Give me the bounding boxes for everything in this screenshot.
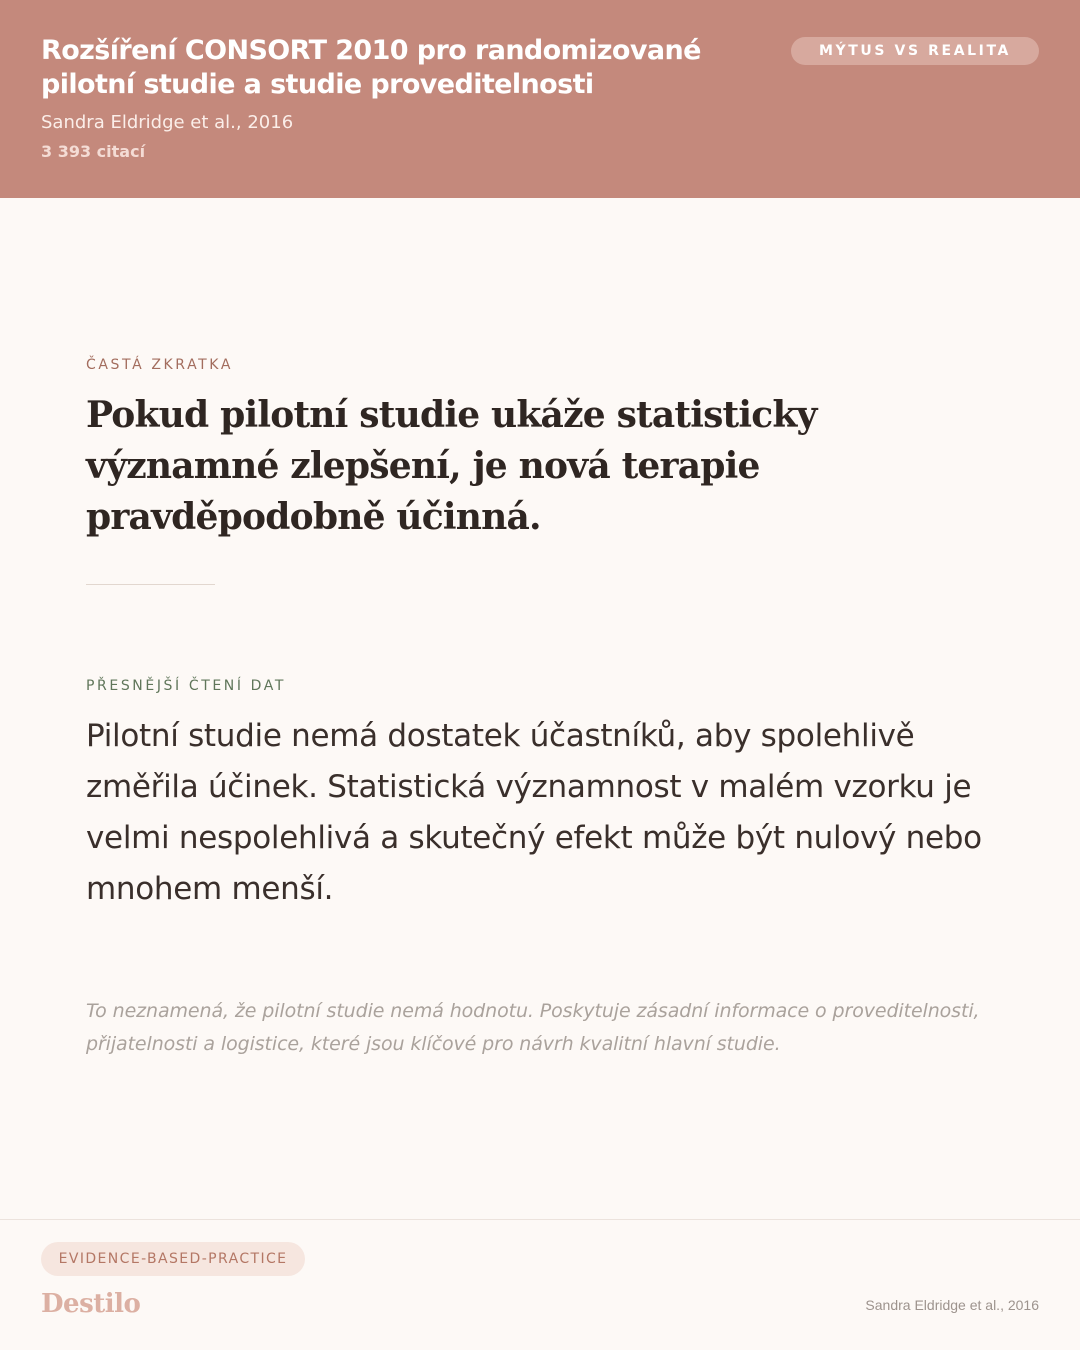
footer-divider [0,1219,1080,1220]
paper-title: Rozšíření CONSORT 2010 pro randomizované pilotní studie a studie proveditelnosti [41,35,701,100]
myth-statement: Pokud pilotní studie ukáže statisticky významné zlepšení, je nová terapie pravděpodobně účinná. [86,394,817,538]
reality-statement: Pilotní studie nemá dostatek účastníků, aby spolehlivě změřila účinek. Statistická významnost v malém vzorku je velmi nespolehlivá a skutečný efekt může být nulový nebo mnohem menší. [86,718,982,907]
myth-label: ČASTÁ ZKRATKA [86,357,234,373]
citation-count: 3 393 citací [41,142,146,161]
section-divider [86,584,215,585]
reality-label: PŘESNĚJŠÍ ČTENÍ DAT [86,678,287,694]
header-band [0,0,1080,198]
category-badge: MÝTUS VS REALITA [791,37,1039,65]
paper-authors: Sandra Eldridge et al., 2016 [41,112,294,133]
footer-source: Sandra Eldridge et al., 2016 [865,1297,1039,1313]
brand-logo: Destilo [41,1289,141,1319]
context-note: To neznamená, že pilotní studie nemá hodnotu. Poskytuje zásadní informace o proveditelnosti, přijatelnosti a logistice, které jsou klíčové pro návrh kvalitní hlavní studie. [86,1000,980,1055]
topic-tag[interactable]: EVIDENCE-BASED-PRACTICE [41,1242,305,1276]
